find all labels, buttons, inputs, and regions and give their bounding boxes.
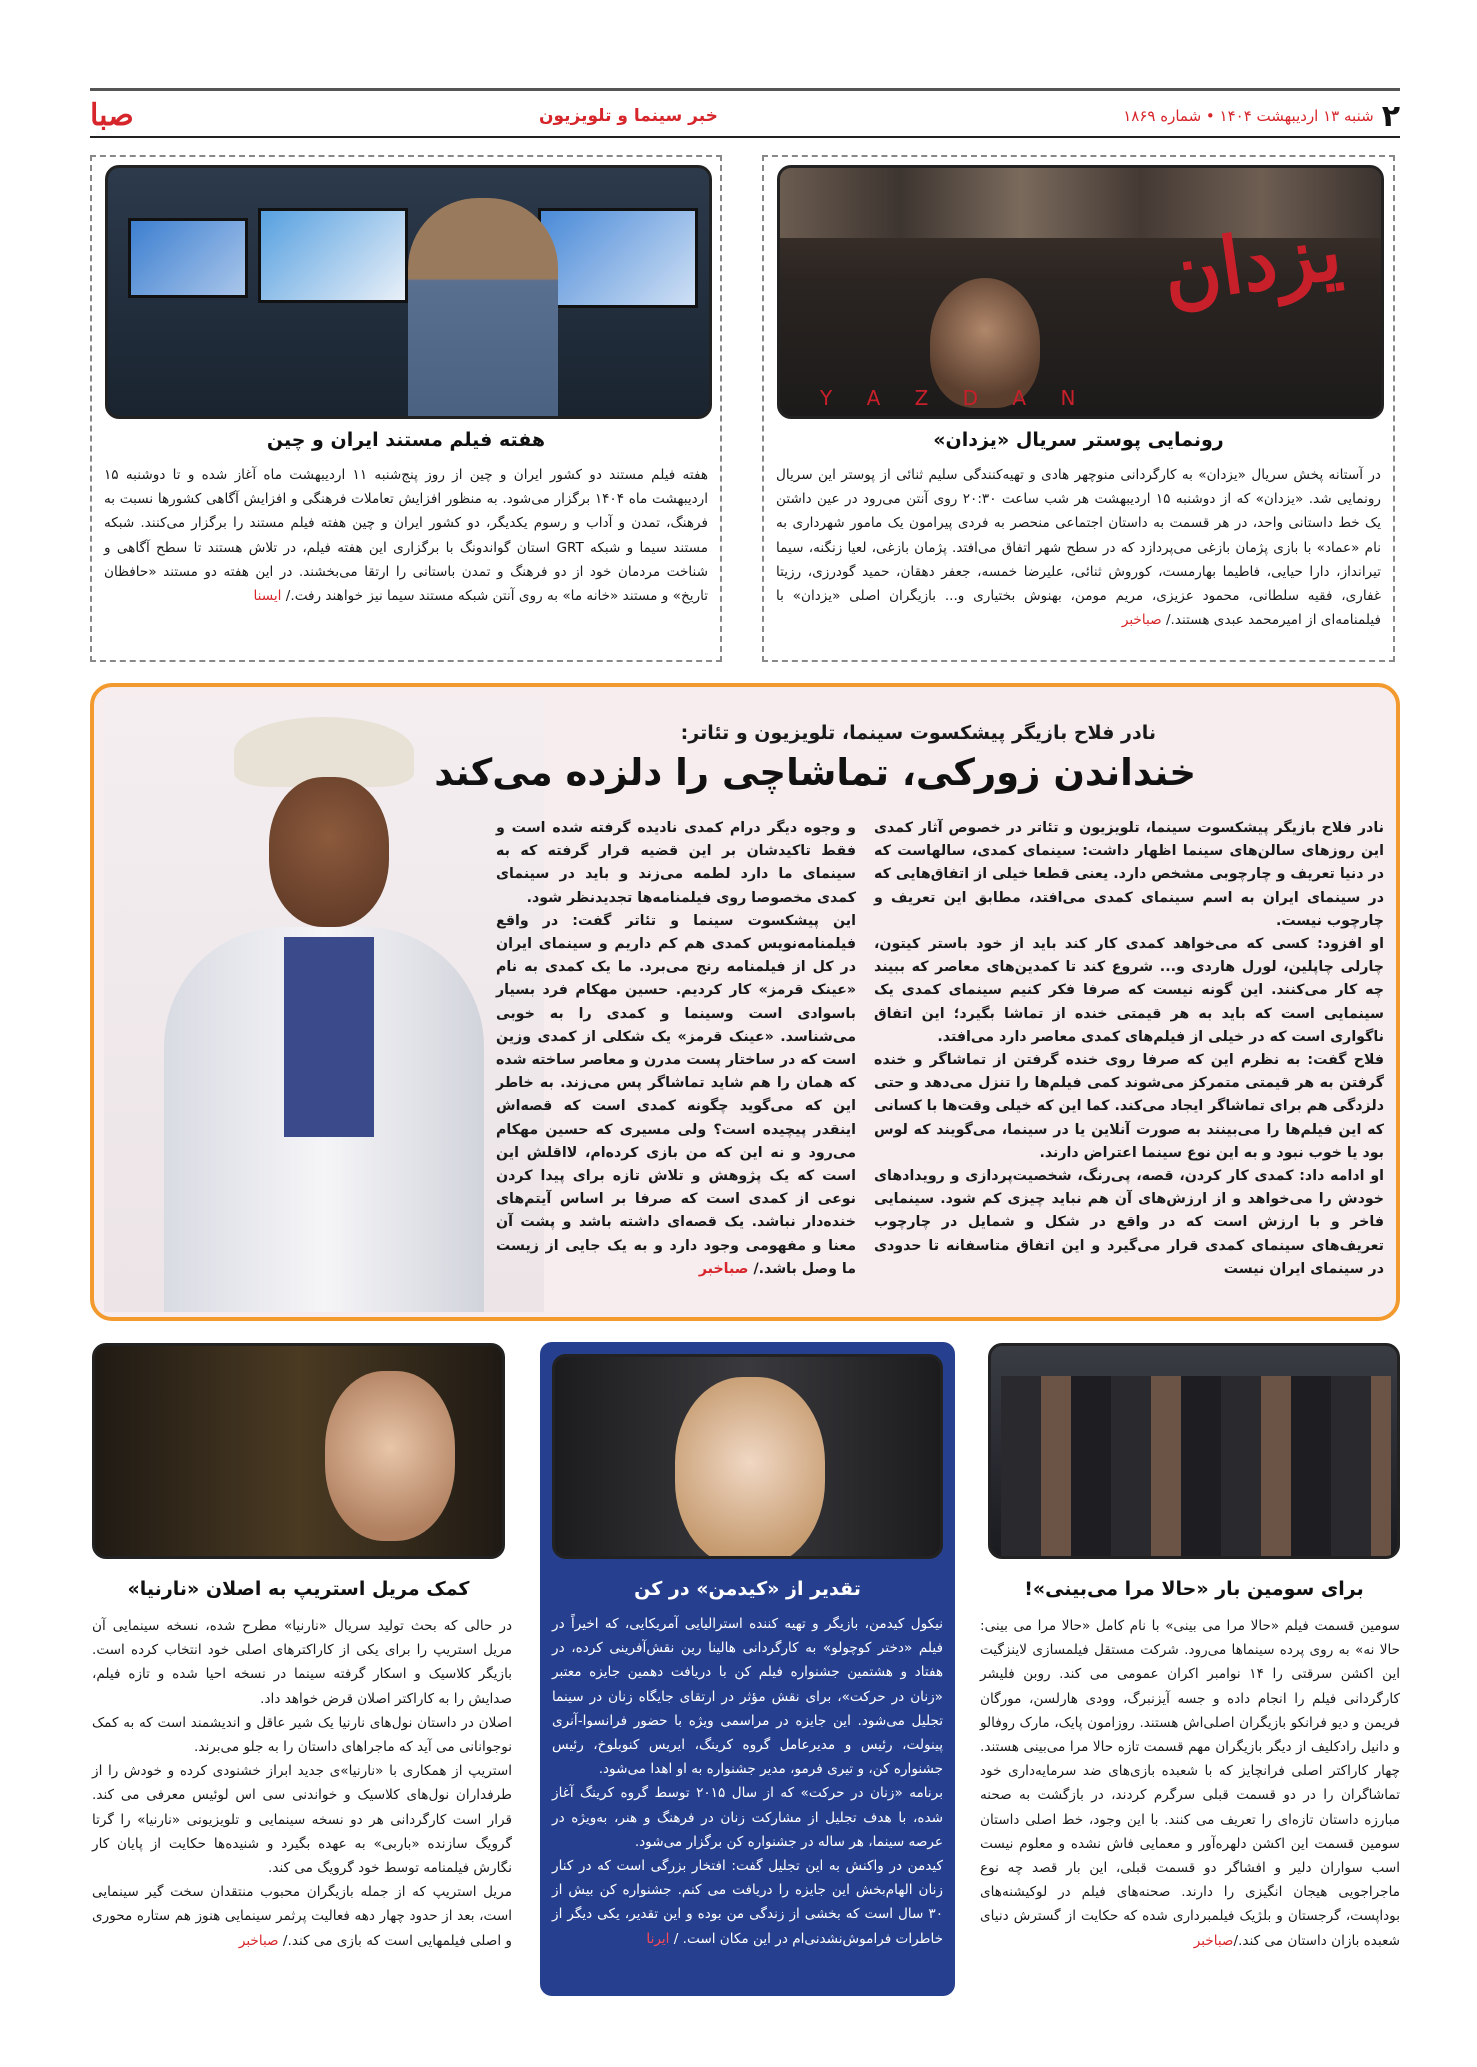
face <box>325 1371 455 1541</box>
page-number: ۲ <box>1381 98 1400 134</box>
article-headline: برای سومین بار «حالا مرا می‌بینی»! <box>1024 1578 1364 1600</box>
feature-column-right: نادر فلاح بازیگر پیشکسوت سینما، تلویزیون و تئاتر در خصوص آثار کمدی این روزهای سالن‌های سینما اظهار داشت: سینمای کمدی، سالهاست که در دنیا تعریف و چارچوبی مشخص دارد. یعنی قطعا خیلی از اتفاق‌هایی که در سینمای ایران به اسم سینمای کمدی می‌افتد، مطابق این تعریف و چارچوب نیست. او افزود: کسی که می‌خواهد کمدی کار کند باید از خود باستر کیتون، چارلی چاپلین، لورل هاردی و... شروع کند تا کمدین‌های معاصر که ببیند چه کار می‌کنند. این گونه نیست که صرفا فکر کنیم سینمای کمدی یک سینمایی است که باید به هر قیمتی خنده از تماشا بگیرد؛ این اتفاق ناگواری است که در خیلی از فیلم‌های کمدی معاصر دارد می‌افتد. فلاح گفت: به نظرم این که صرفا روی خنده گرفتن از تماشاگر و خنده گرفتن به هر قیمتی متمرکز می‌شوند کمی فیلم‌ها را تنزل می‌دهد و حتی دلزدگی هم برای تماشاگر ایجاد می‌کند. کما این که خیلی وقت‌ها با کسانی که این فیلم‌ها را می‌بینند به صورت آنلاین یا در سینما، می‌گویند که لوس بود یا خوب نبود و به این نوع سینما اعتراض دارند. او ادامه داد: کمدی کار کردن، قصه، پی‌رنگ، شخصیت‌پردازی و رویدادهای خودش را می‌خواهد و از ارزش‌های آن هم نباید چیزی کم شود. سینمایی فاخر و با ارزش است که در واقع در شکل و شمایل در چارچوب تعریف‌های سینمای کمدی قرار می‌گیرد و این اتفاق متاسفانه تا حدودی در سینمای ایران نیست <box>874 820 1384 1277</box>
tv-screen <box>538 208 698 308</box>
source-credit: صباخبر <box>1121 612 1162 629</box>
article-headline: هفته فیلم مستند ایران و چین <box>266 429 546 451</box>
source-credit: ایسنا <box>253 588 282 605</box>
article-headline: رونمایی پوستر سریال «یزدان» <box>933 429 1224 451</box>
article-body: هفته فیلم مستند دو کشور ایران و چین از روز پنج‌شنبه ۱۱ اردیبهشت ماه آغاز شده و تا دوشنبه ۱۵ اردیبهشت ماه ۱۴۰۴ برگزار می‌شود. به منظور افزایش تعاملات فرهنگی و افزایش آگاهی کشورها نسبت به فرهنگ، تمدن و آداب و رسوم یکدیگر، دو کشور ایران و چین هفته فیلم مستند را برگزار می‌کنند. شبکه مستند سیما و شبکه GRT استان گواندونگ با برگزاری این هفته فیلم، در تلاش هستند تا سطح آگاهی و شناخت مردمان خود از دو فرهنگ و تمدن باستانی را ارتقا می‌بخشند. در این هفته دو مستند «حافظان تاریخ» و مستند «خانه ما» به روی آنتن شبکه مستند سیما نیز خواهند رفت./ ایسنا <box>104 467 709 605</box>
poster-title-logo: یزدان <box>1157 206 1347 321</box>
feature-column-left: و وجوه دیگر درام کمدی نادیده گرفته شده است و فقط تاکیدشان بر این قضیه قرار گرفته که به سینمای ما دارد لطمه می‌زند و باید در سینمای کمدی مخصوصا روی فیلمنامه‌ها تجدیدنظر شود. این پیشکسوت سینما و تئاتر گفت: در واقع فیلمنامه‌نویس کمدی هم کم داریم و سینمای ایران در کل از فیلمنامه رنج می‌برد. ما یک کمدی به نام «عینک قرمز» کار کردیم. حسین مهکام فرد بسیار باسوادی است وسینما و کمدی را به خوبی می‌شناسد. «عینک قرمز» یک شکلی از کمدی وزین است که در ساختار پست مدرن و معاصر ساخته شده که همان را هم شاید تماشاگر پس می‌زند. به خاطر این که می‌گوید چگونه کمدی است که قصه‌اش اینقدر پیچیده است؟ ولی مسیری که حسین مهکام می‌رود و نه این که من بازی کرده‌ام، لااقلش این است که یک پژوهش و تلاش تازه برای پیدا کردن نوعی از کمدی است که صرفا بر اساس آیتم‌های خنده‌دار نباشد. یک قصه‌ای داشته باشد و پشت آن معنا و مفهومی وجود دارد و به یک جایی از زیست ما وصل باشد./ صباخبر <box>496 820 856 1277</box>
article-body: نیکول کیدمن، بازیگر و تهیه کننده استرالیایی آمریکایی، که اخیراً در فیلم «دختر کوچولو» به کارگردانی هالینا رین نقش‌آفرینی کرده، در هفتاد و هشتمین جشنواره فیلم کن با دریافت دهمین جایزه معتبر «زنان در حرکت»، برای نقش مؤثر در ارتقای جایگاه زنان در سینما تجلیل می‌شود. این جایزه در مراسمی ویژه با حضور فرانسوا-آنری پینولت، رئیس و مدیرعامل گروه کرینگ، ایریس کنوبلوخ، رئیس جشنواره کن، و تیری فرمو، مدیر جشنواره به او اهدا می‌شود. برنامه «زنان در حرکت» که از سال ۲۰۱۵ توسط گروه کرینگ آغاز شده، با هدف تجلیل از مشارکت زنان در فرهنگ و هنر، به‌ویژه در عرصه سینما، هر ساله در جشنواره کن برگزار می‌شود. کیدمن در واکنش به این تجلیل گفت: افتخار بزرگی است که در کنار زنان الهام‌بخش این جایزه را دریافت می کنم. جشنواره کن بیش از ۳۰ سال است که بخشی از زندگی من بوده و این تقدیر، یکی دیگر از خاطرات فراموش‌نشدنی‌ام در این مکان است. / ایرنا <box>552 1616 943 1947</box>
shirt <box>284 937 374 1137</box>
issue-date: شنبه ۱۳ اردیبهشت ۱۴۰۴ • شماره ۱۸۶۹ <box>1123 107 1374 125</box>
feature-interview-fallah <box>90 683 1400 1321</box>
article-body: در حالی که بحث تولید سریال «نارنیا» مطرح شده، نسخه سینمایی آن مریل استریپ را برای یکی از کاراکترهای اصلی خود انتخاب کرده است. بازیگر کلاسیک و اسکار گرفته سینما در نسخه احیا شده و تازه فیلم، صدایش را به کاراکتر اصلان قرض خواهد داد. اصلان در داستان نول‌های نارنیا یک شیر عاقل و اندیشمند است که به کمک نوجوانانی می آید که ماجراهای داستان را به جلو می‌برند. استریپ از همکاری با «نارنیا»ی جدید ابراز خشنودی کرده و خودش را از طرفداران نول‌های کلاسیک و خواندنی سی اس لوئیس معرفی می کند. قرار است کارگردانی هر دو نسخه سینمایی و تلویزیونی «نارنیا» را گرتا گرویگ سازنده «باربی» به عهده بگیرد و شنیده‌ها حکایت از پایان کار نگارش فیلمنامه توسط خود گرویگ می کند. مریل استریپ که از جمله بازیگران محبوب منتقدان سخت گیر سینمایی است، بعد از حدود چهار دهه فعالیت پرثمر سینمایی هنوز هم ستاره محوری و اصلی فیلمهایی است که بازی می کند./ صباخبر <box>92 1618 512 1949</box>
nicole-kidman-image <box>552 1354 943 1559</box>
meryl-streep-image <box>92 1343 505 1559</box>
source-credit: صباخبر <box>698 1260 749 1277</box>
face <box>675 1377 825 1559</box>
article-headline: تقدیر از «کیدمن» در کن <box>634 1578 861 1600</box>
feature-headline: خنداندن زورکی، تماشاچی را دلزده می‌کند <box>434 751 1196 794</box>
header-top-rule <box>90 88 1400 91</box>
article-body: در آستانه پخش سریال «یزدان» به کارگردانی منوچهر هادی و تهیه‌کنندگی سلیم ثنائی از پوستر این سریال رونمایی شد. «یزدان» که از دوشنبه ۱۵ اردیبهشت هر شب ساعت ۲۰:۳۰ روی آنتن می‌رود در عین داشتن یک خط داستانی واحد، در هر قسمت به داستان اجتماعی منحصر به فردی پیرامون یک مامور شهرداری به نام «عماد» با بازی پژمان بازغی می‌پردازد که در سطح شهر اتفاق می‌افتد. پژمان بازغی، لعیا زنگنه، سیما تیرانداز، دارا حیایی، فاطیما بهارمست، کوروش ثنائی، علیرضا خمسه، جعفر دهقان، حمید گودرزی، رزیتا غفاری، فقیه سلطانی، محمود عزیزی، مریم مومن، بهنوش بختیاری و... بازیگران اصلی «یزدان» با فیلمنامه‌ای از امیرمحمد عبدی هستند./ صباخبر <box>776 467 1381 629</box>
newspaper-logo: صبا <box>90 98 134 133</box>
source-credit: صباخبر <box>1193 1932 1234 1949</box>
cast-figures <box>1001 1376 1391 1559</box>
face <box>269 777 389 927</box>
page-header <box>90 98 1400 134</box>
yazdan-poster-image <box>777 165 1384 419</box>
article-yazdan <box>762 155 1395 662</box>
article-body: سومین قسمت فیلم «حالا مرا می بینی» با نام کامل «حالا مرا می بینی: حالا نه» به روی پرده سینماها می‌رود. شرکت مستقل فیلمسازی لاینزگیت این اکشن سرقتی را ۱۴ نوامبر اکران عمومی می کند. روبن فلیشر کارگردانی فیلم را انجام داده و جسه آیزنبرگ، وودی هارلسن، مورگان فریمن و دیو فرانکو بازیگران اصلی‌اش هستند. روزامون پایک، مارک روفالو و دانیل رادکلیف از دیگر بازیگران مهم قسمت تازه حالا مرا می‌بینی هستند. چهار کاراکتر اصلی فرانچایز که با شعبده بازی‌های ضد سرمایه‌داری خود تماشاگران را در دو قسمت قبلی سرگرم کردند، در بازگشت به صحنه مبارزه داستان تازه‌ای را تعریف می کنند. با این وجود، خط اصلی داستان سومین قسمت این اکشن دلهره‌آور و معمایی فاش نشده و معلوم نیست اسب سواران دلیر و افشاگر دو قسمت قبلی، این بار قصد چه نوع ماجراجویی هیجان انگیزی را دارند. صحنه‌های فیلم در لوکیشنه‌های بوداپست، گرجستان و بلژیک فیلمبرداری شده که حکایت از گسترش دنیای شعبده بازان داستان می کند./صباخبر <box>980 1618 1401 1949</box>
source-credit: صباخبر <box>238 1932 279 1949</box>
source-credit: ایرنا <box>646 1930 670 1947</box>
feature-kicker: نادر فلاح بازیگر پیشکسوت سینما، تلویزیون و تئاتر: <box>680 722 1156 744</box>
tv-screen <box>258 208 408 303</box>
section-title: خبر سینما و تلویزیون <box>538 106 718 126</box>
man-back-figure <box>408 198 558 419</box>
tv-screens-image <box>105 165 712 419</box>
article-documentary-week <box>90 155 722 662</box>
tv-screen <box>128 218 248 298</box>
header-bottom-rule <box>90 136 1400 138</box>
article-headline: کمک مریل استریپ به اصلان «نارنیا» <box>127 1578 470 1600</box>
now-you-see-me-cast-image <box>988 1343 1400 1559</box>
poster-caption: Y A Z D A N <box>820 386 1090 410</box>
article-kidman <box>540 1342 955 1996</box>
